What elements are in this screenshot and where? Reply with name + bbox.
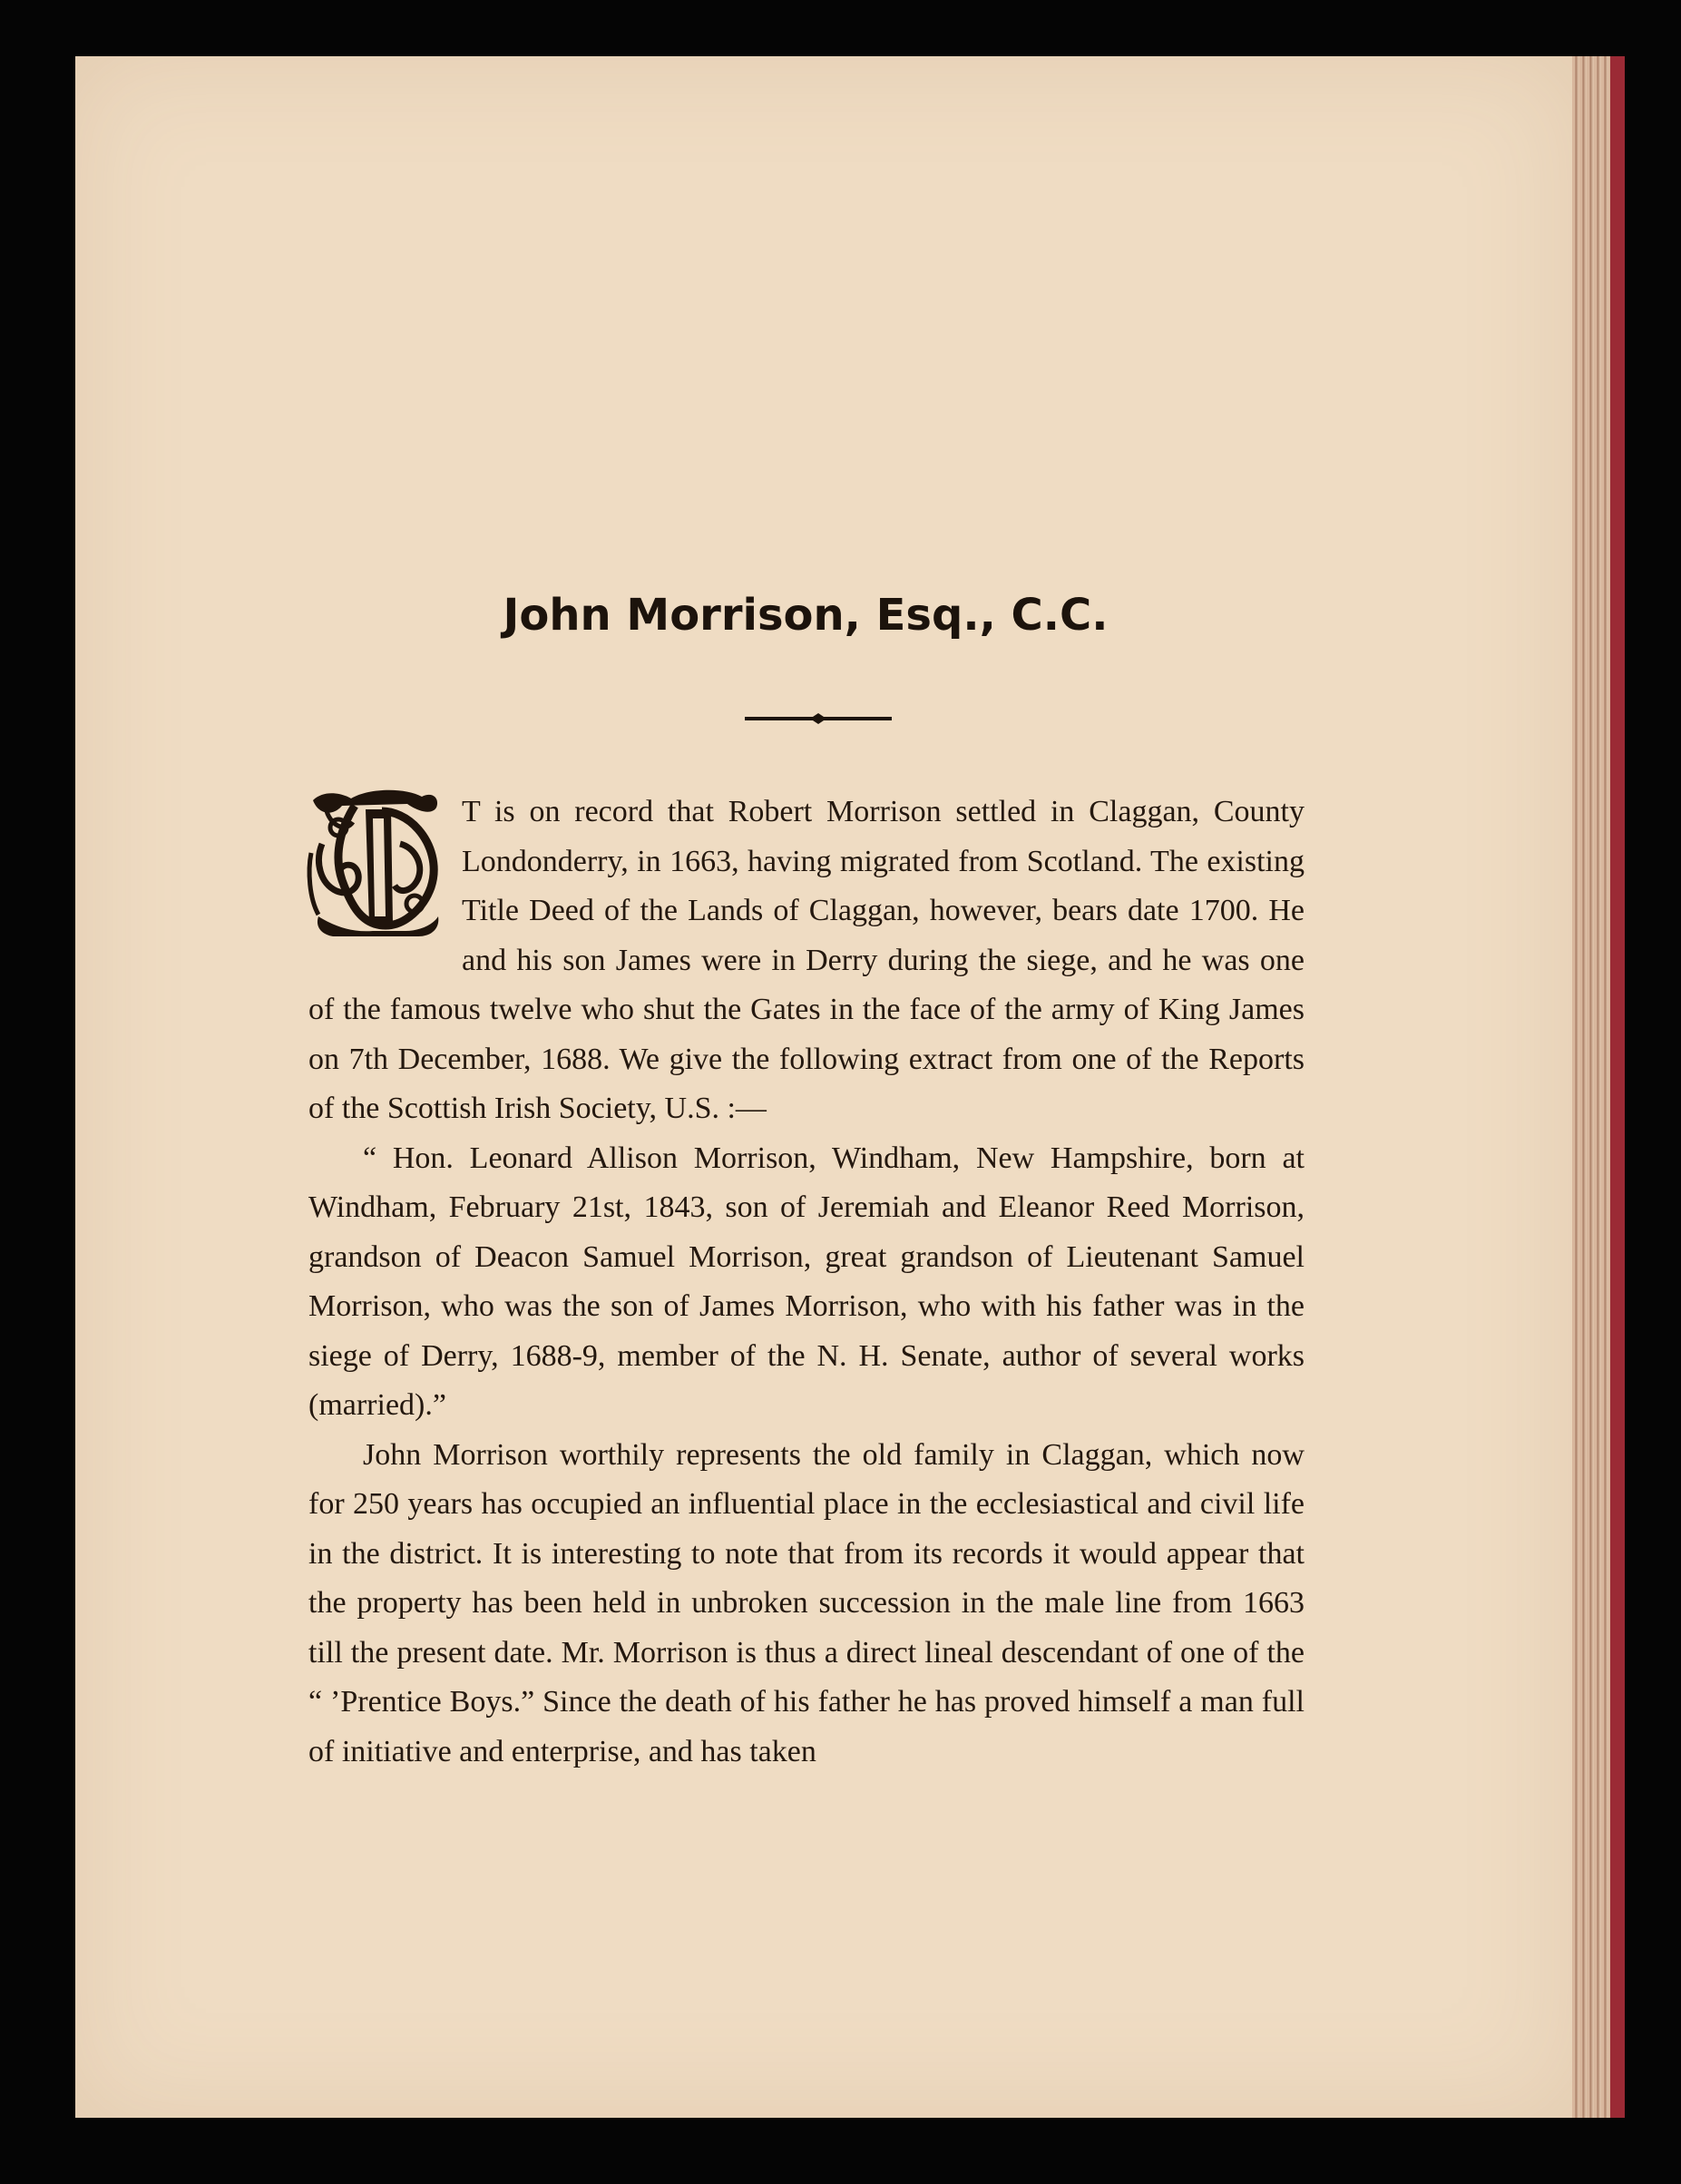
- paragraph-2: “ Hon. Leonard Allison Morrison, Windham, New Hampshire, born at Windham, February 21st, 1843, son of Jeremiah and Eleanor Reed Morrison, grandson of Deacon Samuel Morrison, great grandson of Lieutenant Samuel Morrison, who was the son of James Morrison, who with his father was in the siege of Derry, 1688-9, member of the N. H. Senate, author of several works (married).”: [308, 1141, 1305, 1422]
- ornamental-rule: [741, 711, 895, 726]
- page-edges: [1572, 56, 1625, 2118]
- dropcap-ornament: [306, 789, 442, 936]
- page-title: John Morrison, Esq., C.C.: [503, 590, 1109, 641]
- paragraph-1: T is on record that Robert Morrison settled in Claggan, County Londonderry, in 1663, having migrated from Scotland. The existing Title Deed of the Lands of Claggan, however, bears date 1700. He and his son James were in Derry during the siege, and he was one of the famous twelve who shut the Gates in the face of the army of King James on 7th December, 1688. We give the following extract from one of the Reports of the Scottish Irish Society, U.S. :—: [308, 795, 1305, 1125]
- article-body: [308, 788, 1305, 1777]
- paragraph-3: John Morrison worthily represents the old family in Claggan, which now for 250 years has occupied an influential place in the ecclesiastical and civil life in the district. It is interesting to note that from its records it would appear that the property has been held in unbroken succession in the male line from 1663 till the present date. Mr. Morrison is thus a direct lineal descendant of one of the “ ’Prentice Boys.” Since the death of his father he has proved himself a man full of initiative and enterprise, and has taken: [308, 1437, 1305, 1768]
